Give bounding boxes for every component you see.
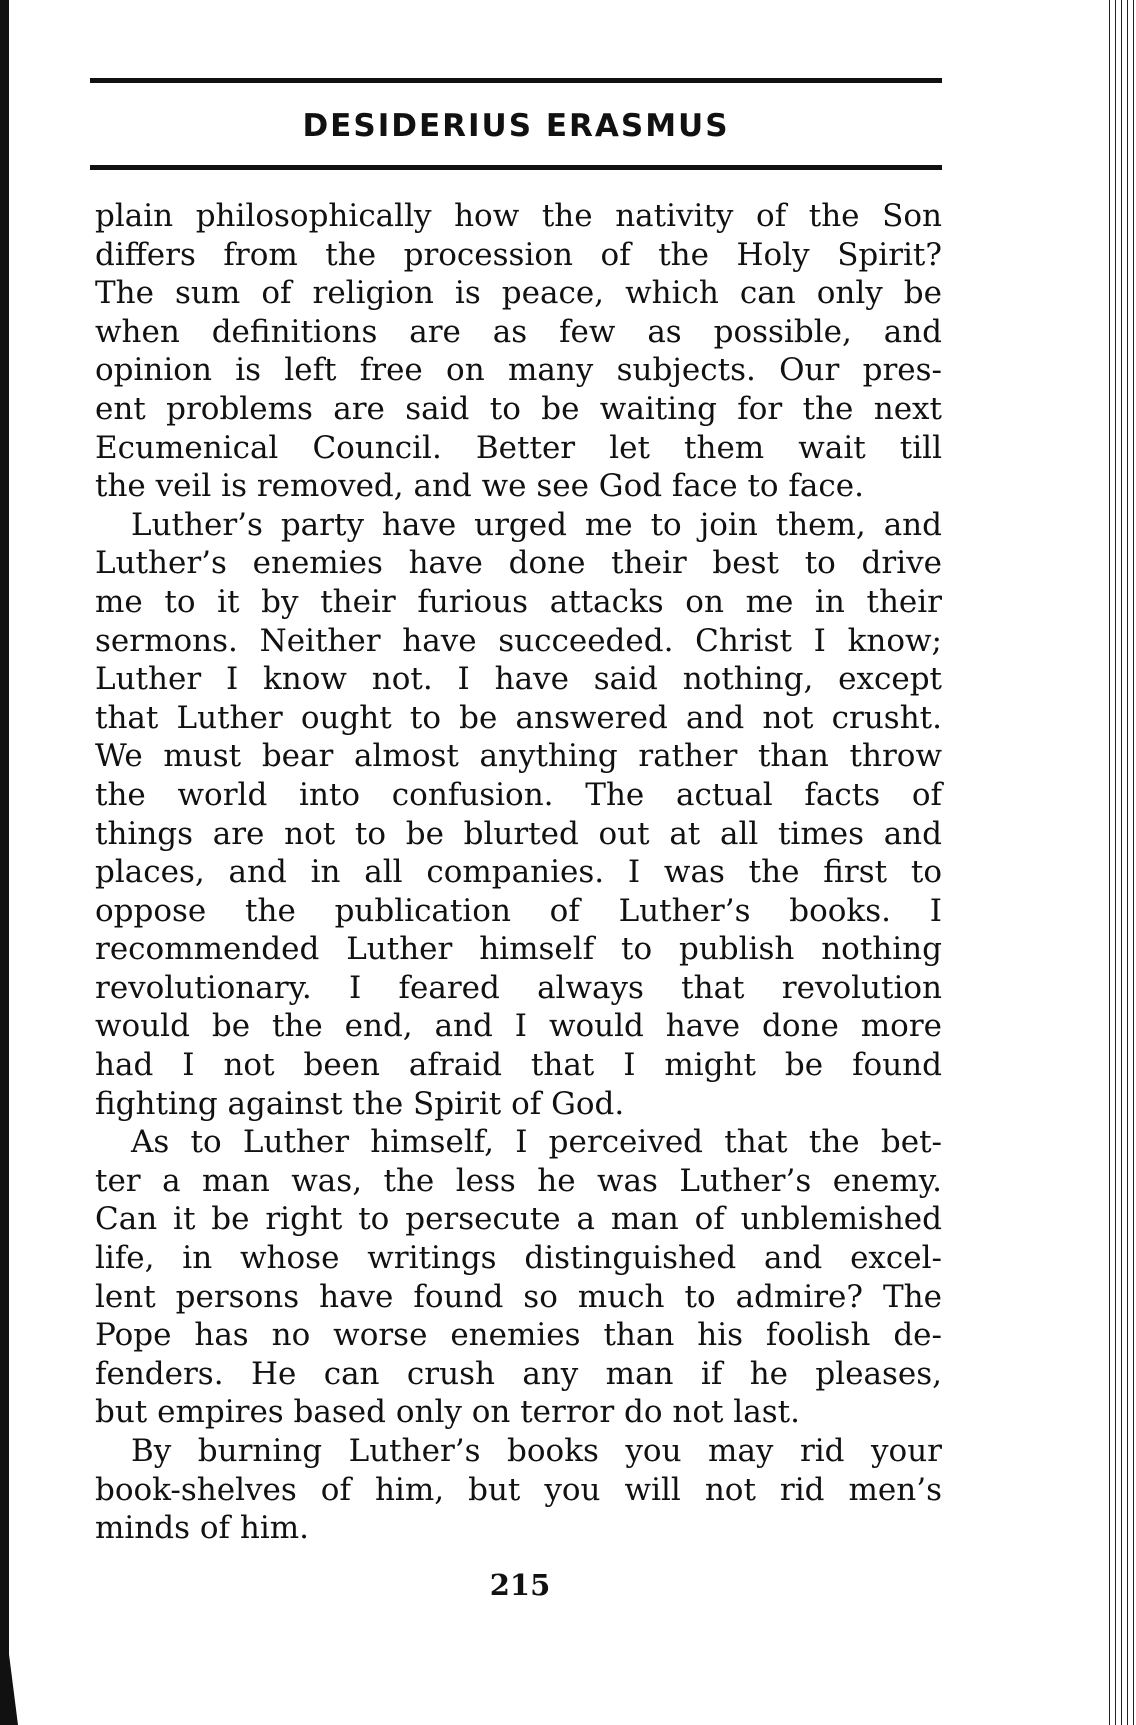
text-line [95, 544, 942, 583]
text-line-content: Luther I know not. I have said nothing, except [95, 661, 942, 698]
header-rule-bottom [90, 165, 942, 170]
text-line-content: Can it be right to persecute a man of unblemished [95, 1201, 942, 1238]
text-line [95, 776, 942, 815]
text-line [95, 699, 942, 738]
text-line [95, 197, 942, 236]
text-line-content: As to Luther himself, I perceived that the bet- [131, 1124, 942, 1161]
text-line-content: sermons. Neither have succeeded. Christ I know; [95, 622, 942, 659]
text-line-content: when definitions are as few as possible, and [95, 313, 942, 350]
text-line-content: Luther’s enemies have done their best to drive [95, 545, 942, 582]
text-line-content: life, in whose writings distinguished and excel- [95, 1240, 942, 1277]
page-edges [1106, 0, 1136, 1725]
text-line [95, 351, 942, 390]
text-line-content: oppose the publication of Luther’s books. I [95, 892, 942, 929]
text-line [95, 1007, 942, 1046]
text-line [95, 583, 942, 622]
text-line [95, 660, 942, 699]
text-line [95, 1316, 942, 1355]
header-rule-top [90, 78, 942, 83]
text-line [95, 1123, 942, 1162]
text-line-content: Ecumenical Council. Better let them wait till [95, 429, 942, 466]
text-line: fighting against the Spirit of God. [95, 1085, 625, 1122]
text-line-content: recommended Luther himself to publish nothing [95, 931, 942, 968]
text-line-content: The sum of religion is peace, which can only be [95, 275, 942, 312]
running-head: DESIDERIUS ERASMUS [302, 108, 730, 144]
text-line [95, 429, 942, 468]
text-line-content: that Luther ought to be answered and not crusht. [95, 699, 942, 736]
text-line-content: plain philosophically how the nativity of the Son [95, 198, 942, 234]
text-line-content: the world into confusion. The actual facts of [95, 776, 942, 813]
text-line-content: things are not to be blurted out at all times and [95, 815, 942, 852]
body-text [95, 197, 942, 1548]
text-line [95, 506, 942, 545]
text-line-content: Pope has no worse enemies than his foolish de- [95, 1317, 942, 1354]
text-line-content: ter a man was, the less he was Luther’s enemy. [95, 1162, 942, 1199]
text-line [95, 236, 942, 275]
binding-edge-foot [0, 1640, 18, 1725]
text-line [95, 815, 942, 854]
text-line [95, 1200, 942, 1239]
binding-edge [0, 0, 9, 1725]
text-line-content: We must bear almost anything rather than throw [95, 738, 942, 775]
text-line-content: would be the end, and I would have done more [95, 1008, 942, 1045]
text-line [95, 892, 942, 931]
text-line: minds of him. [95, 1510, 310, 1547]
text-line [95, 853, 942, 892]
text-line: the veil is removed, and we see God face to face. [95, 468, 864, 505]
text-line [95, 1046, 942, 1085]
text-line [95, 313, 942, 352]
text-line-content: places, and in all companies. I was the first to [95, 854, 942, 891]
text-line-content: me to it by their furious attacks on me in their [95, 583, 942, 620]
text-line [95, 1162, 942, 1201]
text-line-content: Luther’s party have urged me to join them, and [131, 506, 942, 543]
text-line [95, 1471, 942, 1510]
text-line [95, 274, 942, 313]
text-line-content: differs from the procession of the Holy Spirit? [95, 236, 942, 273]
text-line [95, 969, 942, 1008]
text-line-content: ent problems are said to be waiting for the next [95, 390, 942, 427]
text-line [95, 1239, 942, 1278]
text-line-content: lent persons have found so much to admire? The [95, 1278, 942, 1315]
text-line-content: By burning Luther’s books you may rid your [131, 1433, 942, 1469]
text-line [95, 622, 942, 661]
text-line: but empires based only on terror do not last. [95, 1394, 800, 1431]
text-line-content: fenders. He can crush any man if he pleases, [95, 1355, 942, 1392]
text-line [95, 930, 942, 969]
text-line [95, 1355, 942, 1394]
text-line [95, 737, 942, 776]
text-line [95, 390, 942, 429]
text-line-content: opinion is left free on many subjects. Our pres- [95, 352, 942, 389]
text-line-content: revolutionary. I feared always that revolution [95, 969, 942, 1006]
text-line-content: book-shelves of him, but you will not rid men’s [95, 1471, 942, 1508]
text-line-content: had I not been afraid that I might be found [95, 1047, 942, 1084]
page-number: 215 [489, 1568, 551, 1602]
text-line [95, 1278, 942, 1317]
text-line [95, 1432, 942, 1471]
